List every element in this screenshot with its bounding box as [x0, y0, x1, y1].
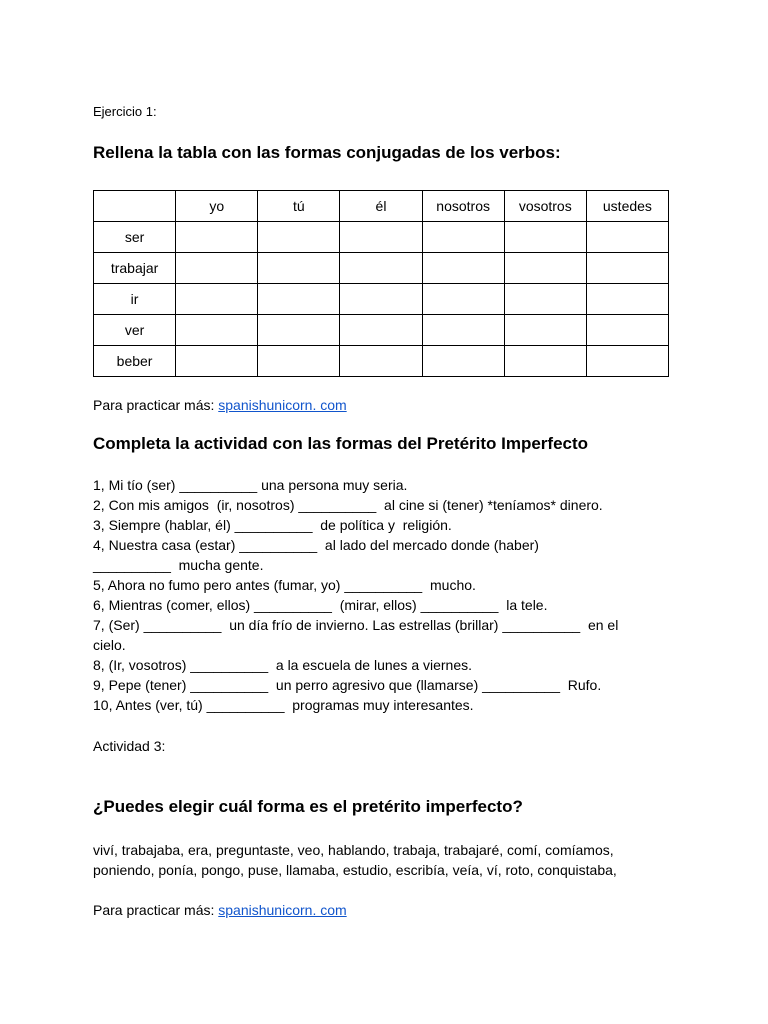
answer-cell[interactable] — [258, 253, 340, 284]
practice-label: Para practicar más: — [93, 902, 219, 918]
list-item: 10, Antes (ver, tú) __________ programas muy interesantes. — [93, 697, 474, 713]
list-item: 1, Mi tío (ser) __________ una persona muy seria. — [93, 477, 408, 493]
table-row — [94, 346, 669, 377]
list-item: 8, (Ir, vosotros) __________ a la escuela de lunes a viernes. — [93, 657, 473, 673]
list-item: __________ mucha gente. — [93, 557, 264, 573]
practice-line-2 — [93, 900, 347, 920]
answer-cell[interactable] — [258, 315, 340, 346]
answer-cell[interactable] — [258, 284, 340, 315]
answer-cell[interactable] — [504, 253, 586, 284]
list-item: 9, Pepe (tener) __________ un perro agresivo que (llamarse) __________ Rufo. — [93, 677, 602, 693]
exercise-title: Ejercicio 1: — [93, 104, 157, 119]
word-list-line: poniendo, ponía, pongo, puse, llamaba, estudio, escribía, veía, ví, roto, conquistaba, — [93, 862, 617, 878]
answer-cell[interactable] — [340, 253, 422, 284]
table-instruction: Rellena la tabla con las formas conjugadas de los verbos: — [93, 143, 561, 162]
practice-link[interactable]: spanishunicorn. com — [218, 902, 347, 918]
list-item: 2, Con mis amigos (ir, nosotros) __________ al cine si (tener) *teníamos* dinero. — [93, 497, 603, 513]
answer-cell[interactable] — [176, 253, 258, 284]
answer-cell[interactable] — [504, 222, 586, 253]
answer-cell[interactable] — [586, 315, 668, 346]
list-item: 4, Nuestra casa (estar) __________ al lado del mercado donde (haber) — [93, 537, 539, 553]
table-row — [94, 315, 669, 346]
list-item: 7, (Ser) __________ un día frío de invierno. Las estrellas (brillar) __________ en el — [93, 617, 619, 633]
answer-cell[interactable] — [176, 284, 258, 315]
verb-cell: ir — [94, 284, 176, 315]
answer-cell[interactable] — [340, 284, 422, 315]
practice-line-1 — [93, 395, 347, 415]
answer-cell[interactable] — [586, 253, 668, 284]
word-list-line: viví, trabajaba, era, preguntaste, veo, hablando, trabaja, trabajaré, comí, comíamos, — [93, 842, 614, 858]
answer-cell[interactable] — [422, 253, 504, 284]
table-header-cell: nosotros — [422, 191, 504, 222]
table-row — [94, 222, 669, 253]
verb-cell: ver — [94, 315, 176, 346]
sentence-list — [93, 475, 693, 715]
table-row — [94, 253, 669, 284]
activity-3-label: Actividad 3: — [93, 738, 166, 754]
answer-cell[interactable] — [504, 315, 586, 346]
practice-link[interactable]: spanishunicorn. com — [218, 397, 347, 413]
answer-cell[interactable] — [586, 222, 668, 253]
table-header-cell: él — [340, 191, 422, 222]
list-item: 6, Mientras (comer, ellos) __________ (mirar, ellos) __________ la tele. — [93, 597, 548, 613]
answer-cell[interactable] — [340, 315, 422, 346]
answer-cell[interactable] — [422, 346, 504, 377]
list-item: 3, Siempre (hablar, él) __________ de política y religión. — [93, 517, 452, 533]
answer-cell[interactable] — [422, 222, 504, 253]
table-row — [94, 284, 669, 315]
answer-cell[interactable] — [422, 284, 504, 315]
list-item: cielo. — [93, 637, 126, 653]
answer-cell[interactable] — [586, 346, 668, 377]
table-header-row — [94, 191, 669, 222]
table-header-cell: ustedes — [586, 191, 668, 222]
answer-cell[interactable] — [422, 315, 504, 346]
activity-instruction: Completa la actividad con las formas del Pretérito Imperfecto — [93, 434, 589, 453]
answer-cell[interactable] — [258, 346, 340, 377]
verb-cell: trabajar — [94, 253, 176, 284]
answer-cell[interactable] — [176, 222, 258, 253]
answer-cell[interactable] — [504, 284, 586, 315]
table-header-cell: yo — [176, 191, 258, 222]
verb-cell: ser — [94, 222, 176, 253]
verb-cell: beber — [94, 346, 176, 377]
answer-cell[interactable] — [504, 346, 586, 377]
answer-cell[interactable] — [586, 284, 668, 315]
table-header-cell: vosotros — [504, 191, 586, 222]
answer-cell[interactable] — [258, 222, 340, 253]
practice-label: Para practicar más: — [93, 397, 219, 413]
answer-cell[interactable] — [340, 346, 422, 377]
conjugation-table — [93, 190, 669, 377]
list-item: 5, Ahora no fumo pero antes (fumar, yo) __________ mucho. — [93, 577, 476, 593]
table-header-cell: tú — [258, 191, 340, 222]
choice-instruction: ¿Puedes elegir cuál forma es el pretérito imperfecto? — [93, 797, 523, 816]
answer-cell[interactable] — [176, 315, 258, 346]
answer-cell[interactable] — [176, 346, 258, 377]
table-header-cell — [94, 191, 176, 222]
answer-cell[interactable] — [340, 222, 422, 253]
